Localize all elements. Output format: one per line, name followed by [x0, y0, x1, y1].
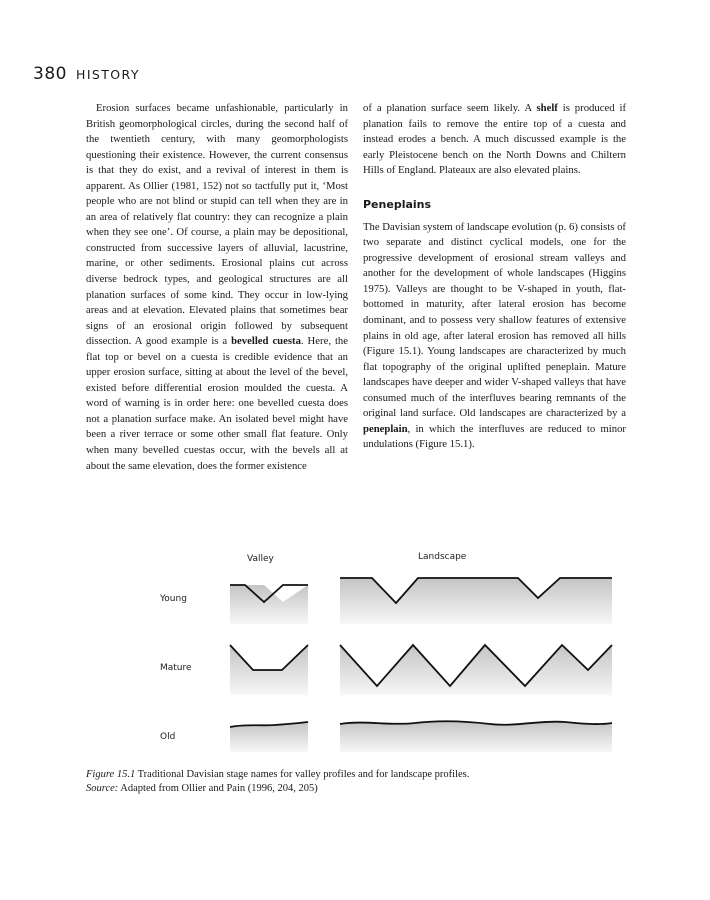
paragraph-shelf: of a planation surface seem likely. A shelf is produced if planation fails to remove the entire top of a cuesta and instead erodes a bench. A much discussed example is the early Pleistocene bench on the North Downs and Chiltern Hills of England. Plateaux are also elevated plains.: [363, 102, 626, 177]
figure-caption: [86, 768, 626, 796]
paragraph-davisian: The Davisian system of landscape evolution (p. 6) consists of two separate and distinct cyclical models, one for the progressive development of erosional stream valleys and another for the development of whole landscapes (Higgins 1975). Valleys are thought to be V-shaped in youth, flat-bottomed in maturity, after lateral erosion has become dominant, and to possess very shallow features of extensive plains in old age, after lateral erosion has removed all hills (Figure 15.1). Young landscapes are characterized by much flat topography of the original uplifted peneplain. Mature landscapes have deeper and wider V-shaped valleys that have consumed much of the interfluves bearing remnants of the original land surface. Old landscapes are characterized by a peneplain, in which the interfluves are reduced to minor undulations (Figure 15.1).: [363, 220, 626, 451]
davisian-profiles-diagram: [150, 540, 620, 760]
row-label-young: Young: [160, 594, 187, 604]
running-head: HISTORY: [76, 67, 140, 82]
term-peneplain: peneplain: [363, 422, 408, 435]
row-label-mature: Mature: [160, 663, 192, 673]
left-column: [86, 101, 348, 474]
column-label-valley: Valley: [247, 554, 274, 564]
mature-landscape-fill: [340, 645, 612, 695]
section-heading-peneplains: Peneplains: [363, 197, 432, 211]
term-bevelled-cuesta: bevelled cuesta: [231, 335, 301, 348]
source-line: [86, 782, 626, 796]
row-label-old: Old: [160, 732, 176, 742]
caption-line: [86, 768, 626, 782]
figure-label: Figure 15.1: [86, 769, 136, 780]
page-header: [33, 64, 140, 84]
column-label-landscape: Landscape: [418, 552, 467, 562]
paragraph-erosion-surfaces: Erosion surfaces became unfashionable, particularly in British geomorphological circles, during the second half of the twentieth century, with many geomorphologists questioning their existence. However, the current consensus is that they do exist, and a revival of interest in them is apparent. As Ollier (1981, 152) not so tactfully put it, ‘Most people who are not blind or stupid can tell when they are in an area of relatively flat country: they can recognize a plain when they see one’. Of course, a plain may be depositional, constructed from successive layers of alluvial, lacustrine, marine, or other sediments. Erosional plains cut across diverse bedrock types, and geological structures are all planation surfaces of some kind. They occur in low-lying areas and at elevation. Elevated plains that sometimes bear signs of an erosional origin followed by subsequent dissection. A good example is a bevelled cuesta. Here, the flat top or bevel on a cuesta is credible evidence that an upper erosion surface, sitting at about the level of the bevel, existed before differential erosion moulded the cuesta. A word of warning is in order here: one bevelled cuesta does not a planation surface make. An isolated bevel might have been a river terrace or some other small flat feature. Only when many bevelled cuestas occur, with the bevels all at about the same elevation, does the former existence: [86, 102, 348, 472]
old-landscape-fill: [340, 721, 612, 752]
young-landscape-fill: [340, 578, 612, 624]
young-valley-fill: [230, 585, 308, 624]
caption-text: Traditional Davisian stage names for valley profiles and for landscape profiles.: [135, 769, 470, 780]
source-label: Source:: [86, 783, 119, 794]
term-shelf: shelf: [536, 102, 558, 114]
source-text: Adapted from Ollier and Pain (1996, 204, 205): [118, 783, 318, 794]
page-number: 380: [33, 64, 67, 84]
figure-15-1: [150, 540, 620, 760]
right-column: [363, 101, 626, 453]
